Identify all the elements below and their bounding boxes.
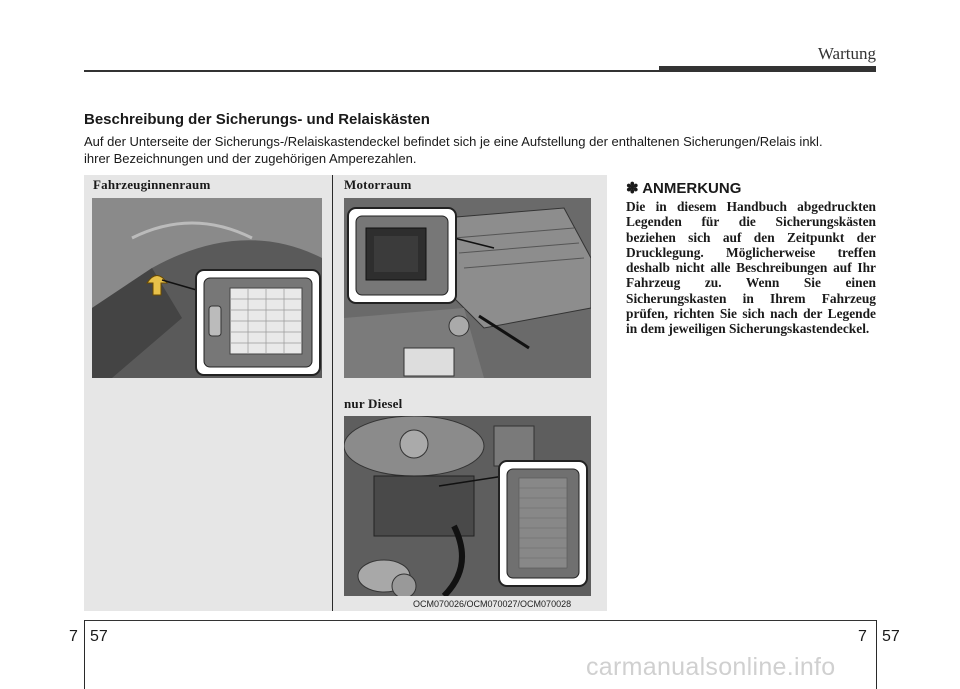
- note-heading: [626, 179, 741, 197]
- note-body: Die in diesem Handbuch abgedruckten Legenden für die Sicherungskästen beziehen sich auf den Zeitpunkt der Drucklegung. Möglicherweise treffen deshalb nicht alle Beschreibungen auf Ihr Fahrzeug zu. Wenn Sie einen Sicherungskasten in Ihrem Fahrzeug prüfen, richten Sie sich nach der Legende in dem jeweiligen Sicherungskastendeckel.: [626, 199, 876, 337]
- header-rule-bold: [659, 66, 876, 72]
- watermark[interactable]: carmanualsonline.info: [586, 653, 836, 681]
- label-interior: Fahrzeuginnenraum: [93, 177, 211, 192]
- label-diesel: nur Diesel: [344, 396, 403, 411]
- header-rule: [84, 70, 659, 72]
- note-symbol: ✽: [626, 180, 639, 197]
- figure-code: OCM070026/OCM070027/OCM070028: [413, 599, 572, 609]
- footer-left-page: 57: [90, 628, 108, 645]
- intro-line-1: Auf der Unterseite der Sicherungs-/Relaiskastendeckel befindet sich je eine Aufstellung der enthaltenen Sicherungen/Relais inkl.: [84, 134, 823, 149]
- diesel-fusebox-photo: [344, 416, 591, 596]
- engine-fusebox-photo: [344, 198, 591, 378]
- note-title: ANMERKUNG: [642, 180, 742, 197]
- label-engine: Motorraum: [344, 177, 412, 192]
- footer-right-page: 57: [882, 628, 900, 645]
- footer-left-chapter: 7: [69, 628, 78, 645]
- interior-fusebox-photo: [92, 198, 322, 378]
- footer-right-tick: [876, 620, 877, 689]
- intro-line-2: ihrer Bezeichnungen und der zugehörigen Amperezahlen.: [84, 151, 417, 166]
- figure-divider: [332, 175, 333, 611]
- section-title: Wartung: [817, 44, 876, 63]
- footer-left-tick: [84, 620, 85, 689]
- footer-rule: [84, 620, 876, 621]
- footer-right-chapter: 7: [858, 628, 867, 645]
- page-heading: Beschreibung der Sicherungs- und Relaiskästen: [84, 111, 430, 128]
